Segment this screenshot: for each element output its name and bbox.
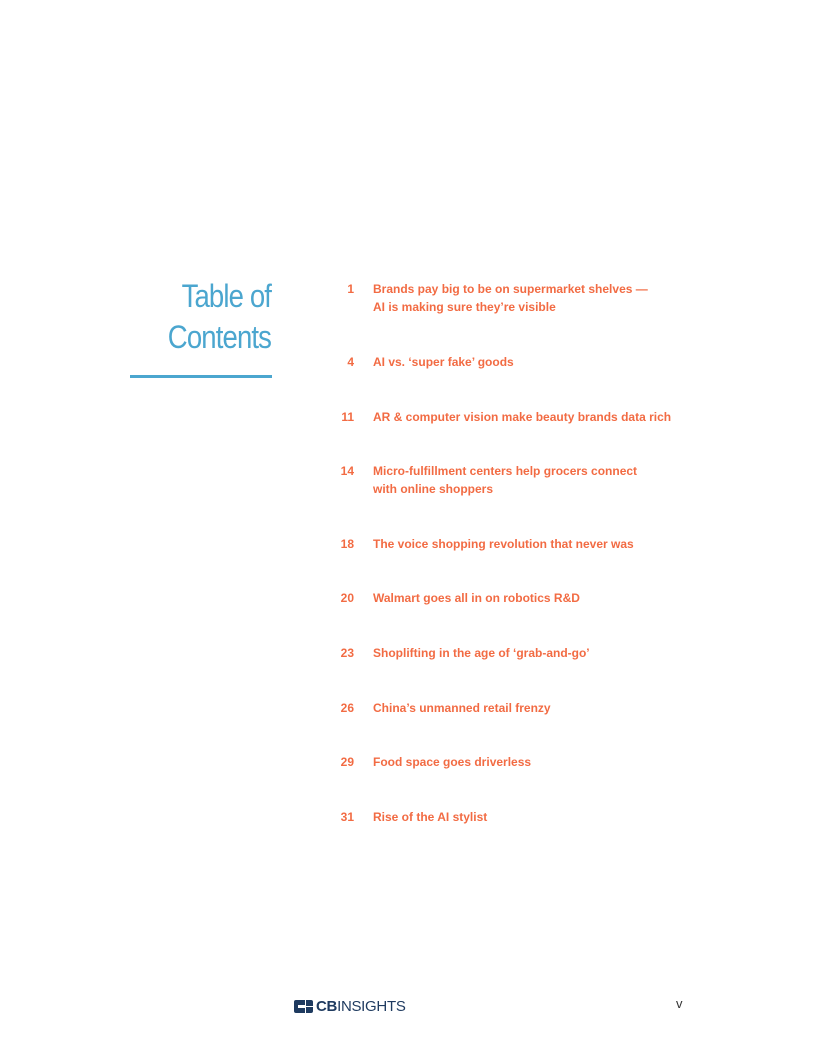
toc-page-number: 31 [340, 810, 354, 824]
toc-entry-title[interactable]: Food space goes driverless [373, 755, 532, 769]
logo-bold-text: CB [316, 997, 338, 1015]
cb-insights-logo-icon [294, 1000, 313, 1013]
toc-page-number: 29 [340, 755, 354, 769]
toc-entry-title[interactable]: The voice shopping revolution that never was [373, 537, 634, 551]
toc-entry-title[interactable]: AI vs. ‘super fake’ goods [373, 355, 514, 369]
toc-entry-title[interactable]: Walmart goes all in on robotics R&D [373, 591, 580, 605]
toc-entry-title[interactable]: Shoplifting in the age of ‘grab-and-go’ [373, 646, 590, 660]
toc-entry-title[interactable]: China’s unmanned retail frenzy [373, 701, 551, 715]
toc-page-number: 11 [341, 410, 354, 424]
toc-page-number: 26 [340, 701, 354, 715]
toc-page-number: 4 [347, 355, 354, 369]
logo-regular-text: INSIGHTS [337, 997, 406, 1015]
toc-entry-title[interactable]: Brands pay big to be on supermarket shelves — AI is making sure they’re visible [373, 282, 648, 314]
cb-insights-logo [294, 997, 406, 1015]
title-underline [130, 375, 272, 378]
page-number: v [676, 996, 683, 1011]
toc-page-number: 1 [347, 282, 354, 296]
toc-entry-title[interactable]: AR & computer vision make beauty brands data rich [373, 410, 672, 424]
page-title [168, 276, 271, 358]
title-line-2: Contents [167, 319, 271, 355]
toc-page-number: 20 [340, 591, 354, 605]
title-line-1: Table of [181, 278, 271, 314]
logo-wordmark [316, 998, 406, 1015]
toc-entry-title[interactable]: Micro-fulfillment centers help grocers connect with online shoppers [373, 464, 638, 496]
toc-page-number: 14 [340, 464, 354, 478]
toc-page-number: 18 [340, 537, 354, 551]
toc-entry-title[interactable]: Rise of the AI stylist [373, 810, 488, 824]
toc-page-number: 23 [340, 646, 354, 660]
